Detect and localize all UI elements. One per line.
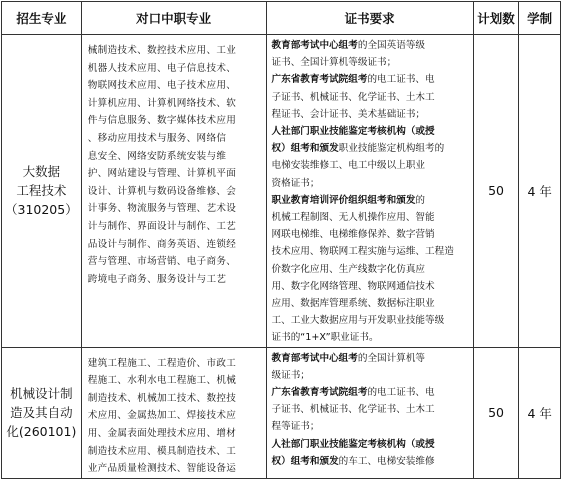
source-major-line: 计与制作、界面设计与制作、工艺 <box>87 220 237 232</box>
source-major-line: 件与信息服务、数字媒体技术应用 <box>87 115 237 127</box>
certificate-text: 的电工证书、电 <box>367 74 435 86</box>
certificate-line <box>272 140 469 157</box>
certificate-line <box>272 226 469 243</box>
certificate-line <box>272 350 469 367</box>
certificate-text: 网联电梯维、电梯维修保养、数字营销 <box>271 229 435 241</box>
certificate-issuer-text: 权）组考和颁发 <box>271 455 339 467</box>
source-major-line: 息安全、网络安防系统安装与维 <box>87 150 227 162</box>
certificate-issuer-text: 人社部门职业技能鉴定考核机构（或授 <box>271 438 435 450</box>
major-name-line: 大数据 <box>22 164 61 180</box>
certificate-text: 程证书、会计证书、美术基础证书； <box>271 108 426 120</box>
source-major-line: 用、金属表面处理技术应用、增材 <box>87 428 237 440</box>
header-plan-count: 计划数 <box>473 2 519 35</box>
certificate-issuer-text: 权）组考和颁发 <box>271 143 339 155</box>
certificate-line <box>272 453 469 470</box>
certificate-text: 机械工程制图、无人机操作应用、智能 <box>271 212 435 224</box>
certificate-line <box>272 123 469 140</box>
certificate-text: 证书的“1+X”职业证书。 <box>271 332 379 344</box>
certificate-text: 资格证书； <box>271 177 320 189</box>
source-major-line: 术应用、金属热加工、焊接技术应 <box>87 410 237 422</box>
certificate-text: 职业技能鉴定机构组考的 <box>338 143 445 155</box>
major-name-line: 机械设计制 <box>10 386 73 402</box>
certificate-text: 子证书、机械证书、化学证书、土木工 <box>271 91 435 103</box>
plan-count-cell: 50 <box>473 35 519 348</box>
certificate-line <box>272 418 469 435</box>
source-major-line: 、移动应用技术与服务、网络信 <box>87 132 227 144</box>
certificate-line <box>272 436 469 453</box>
certificate-text: 程等证书； <box>271 421 320 433</box>
source-major-line: 制造技术应用、模具制造技术、工 <box>87 445 237 457</box>
certificate-issuer-text: 教育部考试中心组考 <box>271 40 358 51</box>
certificate-text: 应用、数据库管理系统、数据标注职业 <box>271 298 435 310</box>
certificate-line <box>272 89 469 106</box>
certificate-line <box>272 209 469 226</box>
header-row <box>2 2 561 35</box>
certificate-line <box>272 261 469 278</box>
certificate-text: 的全国计算机等 <box>357 352 426 364</box>
source-major-line: 护、网站建设与管理、计算机平面 <box>87 168 237 180</box>
certificate-line <box>272 54 469 71</box>
certificate-issuer-text: 教育部考试中心组考 <box>271 352 358 364</box>
certificate-line <box>272 106 469 123</box>
certificate-text: 用、数字化网络管理、物联网通信技术 <box>271 280 435 292</box>
certificate-line <box>272 71 469 88</box>
source-majors-cell <box>81 35 266 348</box>
source-major-line: 跨境电子商务、服务设计与工艺 <box>87 273 227 285</box>
certificate-line <box>272 384 469 401</box>
certificate-line <box>272 243 469 260</box>
plan-count-cell: 50 <box>473 347 519 478</box>
certificate-text: 子证书、机械证书、化学证书、土木工 <box>271 404 435 416</box>
certificate-issuer-text: 人社部门职业技能鉴定考核机构（或授 <box>271 126 435 138</box>
enrollment-table <box>1 1 561 479</box>
certificate-text: 级证书； <box>271 369 310 381</box>
certificate-text: 工、工业大数据应用与开发职业技能等级 <box>271 315 445 327</box>
certificate-line <box>272 367 469 384</box>
header-duration: 学制 <box>519 2 561 35</box>
source-major-line: 物联网技术应用、电子技术应用、 <box>87 80 237 92</box>
duration-cell: 4 年 <box>519 35 561 348</box>
source-major-line: 制造技术、机械加工技术、数控技 <box>87 392 237 404</box>
certificate-text: 的电工证书、电 <box>367 387 435 399</box>
certificate-issuer-text: 职业教育培训评价组织组考和颁发 <box>271 194 416 206</box>
certificate-line <box>272 329 469 346</box>
source-major-line: 业产品质量检测技术、智能设备运 <box>87 463 237 475</box>
certificate-text: 的车工、电梯安装维修 <box>338 455 435 467</box>
certificate-cell <box>266 35 473 348</box>
certificate-text: 技术应用、物联网工程实施与运维、工程造 <box>271 246 454 258</box>
certificate-text: 的全国英语等级 <box>357 40 426 51</box>
certificate-text: 的 <box>415 194 426 206</box>
source-major-line: 械制造技术、数控技术应用、工业 <box>87 45 237 56</box>
certificate-text: 价数字化应用、生产线数字化仿真应 <box>271 263 426 275</box>
certificate-line <box>272 37 469 54</box>
source-major-line: 品设计与制作、商务英语、连锁经 <box>87 238 237 250</box>
certificate-line <box>272 175 469 192</box>
header-enrollment-major: 招生专业 <box>2 2 82 35</box>
header-certificate-requirements: 证书要求 <box>266 2 473 35</box>
certificate-issuer-text: 广东省教育考试院组考 <box>271 387 368 399</box>
major-name-line: 工程技术 <box>16 183 67 199</box>
major-name-line: 造及其自动 <box>10 405 73 421</box>
enrollment-major-cell <box>2 35 82 348</box>
certificate-line <box>272 278 469 295</box>
table-row <box>2 35 561 348</box>
certificate-line <box>272 312 469 329</box>
major-code-line: 化(260101) <box>6 424 77 440</box>
major-code-line: （310205） <box>5 202 78 218</box>
source-major-line: 设计、计算机与数码设备维修、会 <box>87 185 237 197</box>
certificate-line <box>272 401 469 418</box>
source-major-line: 程施工、水利水电工程施工、机械 <box>87 375 237 387</box>
certificate-issuer-text: 广东省教育考试院组考 <box>271 74 368 86</box>
certificate-text: 证书、全国计算机等级证书； <box>271 57 397 69</box>
duration-cell: 4 年 <box>519 347 561 478</box>
source-major-line: 计算机应用、计算机网络技术、软 <box>87 97 237 109</box>
source-major-line: 机器人技术应用、电子信息技术、 <box>87 62 237 74</box>
certificate-line <box>272 157 469 174</box>
certificate-text: 电梯安装维修工、电工中级以上职业 <box>271 160 426 172</box>
source-major-line: 计事务、物流服务与管理、艺术设 <box>87 203 237 215</box>
source-major-line: 营与管理、市场营销、电子商务、 <box>87 256 237 268</box>
header-source-majors: 对口中职专业 <box>81 2 266 35</box>
certificate-line <box>272 192 469 209</box>
certificate-line <box>272 295 469 312</box>
source-major-line: 建筑工程施工、工程造价、市政工 <box>87 357 237 369</box>
